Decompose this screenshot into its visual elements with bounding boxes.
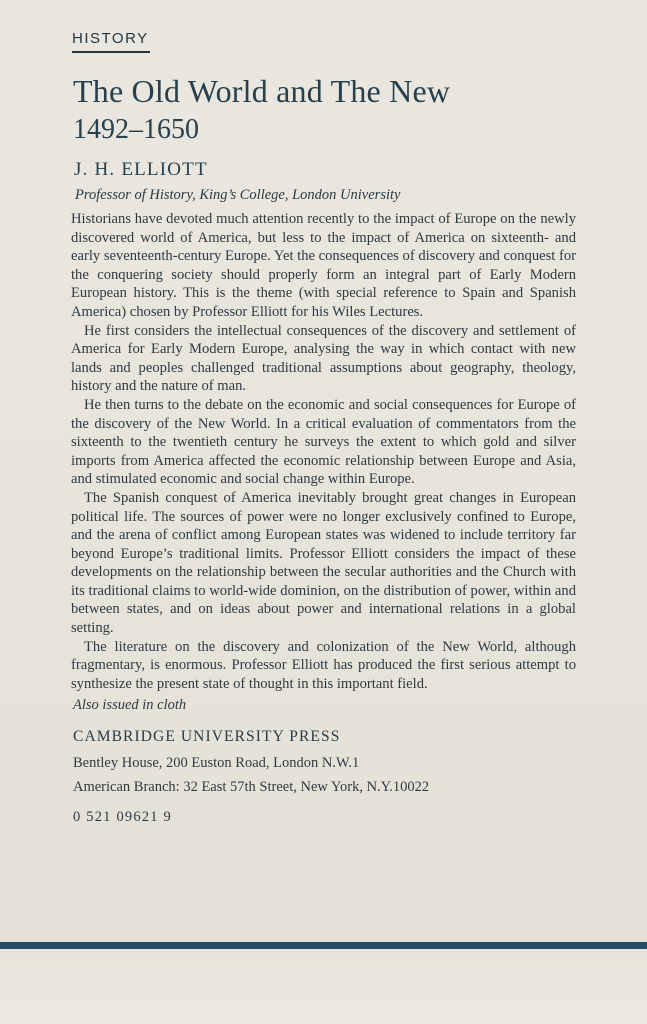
isbn-number: 0 521 09621 9 [73,809,172,826]
author-affiliation: Professor of History, King’s College, London University [75,187,401,203]
blurb-paragraph: Historians have devoted much attention recently to the impact of Europe on the newly discovered world of America, but less to the impact of America on sixteenth- and early seventeenth-century Europe. Yet the consequences of discovery and conquest for the conquering society should properly form an integral part of Early Modern European history. This is the theme (with special reference to Spain and Spanish America) chosen by Professor Elliott for his Wiles Lectures. [71,211,576,320]
blurb-paragraph: He then turns to the debate on the economic and social consequences for Europe of the discovery of the New World. In a critical evaluation of commentators from the sixteenth to the twentieth century he surveys the extent to which gold and silver imports from America affected the economic relationship between Europe and Asia, and stimulated economic and social change within Europe. [71,396,576,488]
author-name: J. H. ELLIOTT [74,159,208,180]
blurb-paragraph: The literature on the discovery and colonization of the New World, although fragmentary, is enormous. Professor Elliott has produced the first serious attempt to synthesize the present state of thought in this important field. [71,638,576,692]
cover-content [71,30,576,827]
blurb-paragraph: The Spanish conquest of America inevitably brought great changes in European political life. The sources of power were no longer exclusively confined to Europe, and the arena of conflict among European states was widened to include territory far beyond Europe’s traditional limits. Professor Elliott considers the impact of these developments on the relationship between the secular authorities and the Church with its traditional claims to world-wide dominion, on the distribution of power, within and between states, and on ideas about power and international relations in a global setting. [71,489,576,637]
publisher-name: CAMBRIDGE UNIVERSITY PRESS [73,728,341,746]
blurb-text [71,210,576,693]
blurb-paragraph: He first considers the intellectual consequences of the discovery and settlement of America for Early Modern Europe, analysing the way in which contact with new lands and peoples challenged traditional assumptions about geography, theology, history and the nature of man. [71,322,576,395]
publisher-address-new-york: American Branch: 32 East 57th Street, New York, N.Y.10022 [73,779,430,796]
also-issued-note: Also issued in cloth [73,697,187,714]
publisher-address-london: Bentley House, 200 Euston Road, London N.W.1 [73,755,360,772]
cover-bottom-strip [0,949,647,1024]
decorative-band [0,942,647,949]
book-subtitle: 1492–1650 [73,114,199,145]
category-label: HISTORY [72,30,150,53]
book-title: The Old World and The New [73,73,451,109]
